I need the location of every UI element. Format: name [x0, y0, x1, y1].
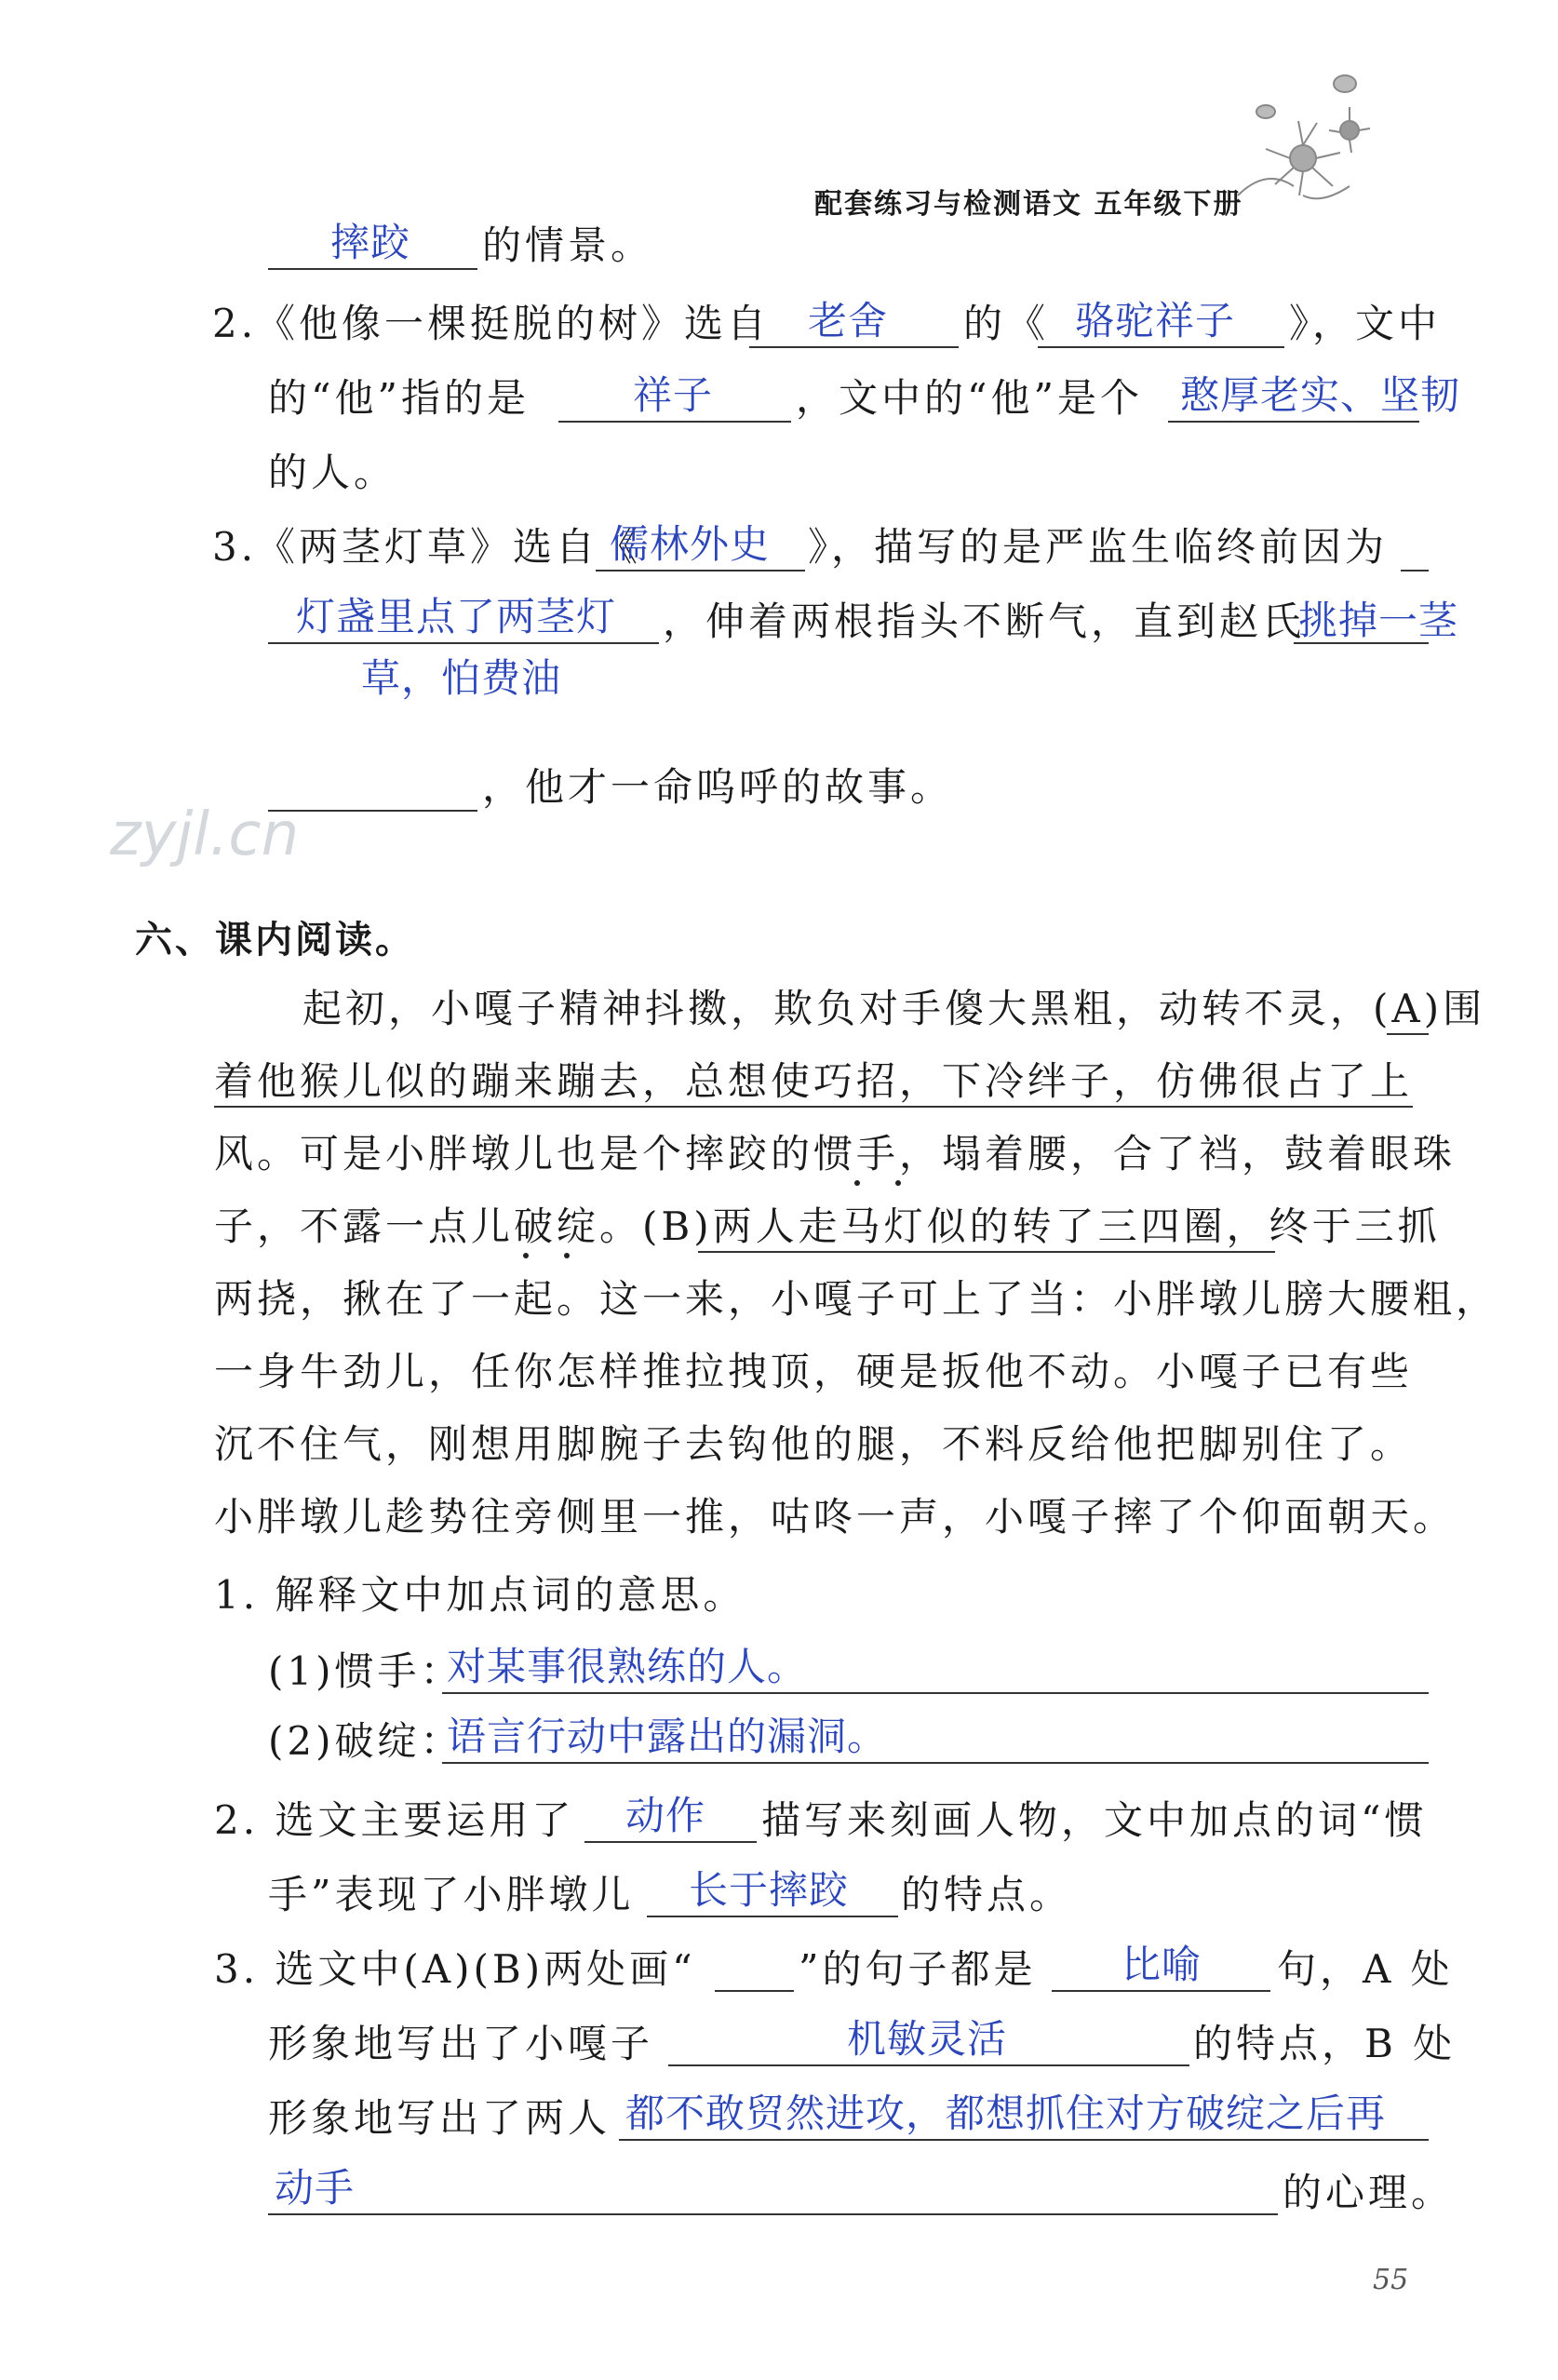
answer-action: 动作: [625, 1793, 706, 1838]
q3-number: 3.: [212, 524, 258, 570]
blank-line: [596, 570, 805, 571]
blank-line: [268, 810, 477, 812]
blank-line: [1168, 421, 1419, 423]
blank-line: [268, 2213, 1278, 2215]
passage-line: 两挠，揪在了一起。这一来，小嘎子可上了当：小胖墩儿膀大腰粗，: [214, 1276, 1499, 1322]
underline-a: [1387, 1033, 1429, 1035]
answer-agile: 机敏灵活: [847, 2016, 1008, 2062]
blank-line: [749, 346, 959, 348]
reading-q1-label-2: (2)破绽：: [268, 1718, 463, 1764]
page-number: 55: [1373, 2264, 1409, 2296]
answer-metaphor: 比喻: [1121, 1942, 1202, 1987]
answer-skilled-person: 对某事很熟练的人。: [447, 1644, 808, 1689]
reading-q3-text-6: 形象地写出了两人: [268, 2095, 611, 2141]
reading-q2-text-3: 手”表现了小胖墩儿: [268, 1872, 635, 1917]
blank-line: [1052, 1990, 1270, 1992]
answer-flaw: 语言行动中露出的漏洞。: [447, 1714, 888, 1759]
answer-xiangzi: 祥子: [633, 372, 714, 418]
section-heading-reading: 六、课内阅读。: [135, 919, 415, 961]
blank-line: [619, 2139, 1429, 2141]
answer-rulin: 儒林外史: [610, 521, 771, 567]
q2-text-1: 《他像一棵挺脱的树》选自: [256, 301, 771, 346]
passage-line: 着他猴儿似的蹦来蹦去，总想使巧招，下冷绊子，仿佛很占了上: [214, 1057, 1413, 1106]
emphasis-dot: [564, 1253, 570, 1258]
emphasis-dot: [854, 1180, 860, 1186]
reading-q2-text-1: 2. 选文主要运用了: [214, 1797, 575, 1843]
reading-q3-text-3: 句，A 处: [1277, 1946, 1454, 1992]
emphasis-dot: [523, 1253, 529, 1258]
q3-text-4: ，他才一命呜呼的故事。: [482, 764, 954, 810]
blank-line: [668, 2064, 1189, 2066]
header-title: 配套练习与检测语文 五年级下册: [814, 188, 1243, 221]
answer-camel-xiangzi: 骆驼祥子: [1075, 298, 1236, 343]
q3-text-3: ，伸着两根指头不断气，直到赵氏: [663, 598, 1306, 644]
passage-line: 小胖墩儿趁势往旁侧里一推，咕咚一声，小嘎子摔了个仰面朝天。: [214, 1494, 1457, 1540]
reading-q3-text-2: ”的句子都是: [799, 1946, 1037, 1992]
underline-b: [698, 1251, 1275, 1253]
blank-line: [1401, 570, 1429, 571]
answer-remove-one: 挑掉一茎: [1298, 598, 1459, 643]
reading-q2-text-2: 描写来刻画人物，文中加点的词“惯: [761, 1797, 1428, 1843]
blank-line: [268, 642, 659, 644]
blank-line: [584, 1841, 757, 1843]
reading-q3-text-5: 的特点，B 处: [1193, 2021, 1457, 2066]
q2-text-5: ，文中的“他”是个: [796, 375, 1143, 421]
blank-line: [647, 1916, 898, 1917]
reading-q2-text-4: 的特点。: [901, 1872, 1073, 1917]
q2-text-3: 》，文中: [1289, 301, 1442, 346]
answer-wrestling: 摔跤: [330, 220, 411, 265]
passage-line: 沉不住气，刚想用脚腕子去钩他的腿，不料反给他把脚别住了。: [214, 1421, 1414, 1467]
answer-save-oil: 草，怕费油: [361, 655, 562, 701]
reading-q3-text-4: 形象地写出了小嘎子: [268, 2021, 654, 2066]
reading-q3-text-7: 的心理。: [1283, 2170, 1455, 2215]
q2-number: 2.: [212, 301, 258, 346]
passage-line: 一身牛劲儿，任你怎样推拉拽顶，硬是扳他不动。小嘎子已有些: [214, 1349, 1414, 1394]
blank-line: [1294, 642, 1429, 644]
blank-line: [1038, 346, 1284, 348]
watermark: zyjl.cn: [110, 800, 300, 869]
blank-line: [558, 421, 791, 423]
q2-text-6: 的人。: [268, 450, 397, 495]
answer-good-at-wrestling: 长于摔跤: [689, 1867, 850, 1913]
answer-lamp-wick: 灯盏里点了两茎灯: [296, 594, 617, 639]
blank-line: [442, 1692, 1429, 1694]
q3-text-1: 《两茎灯草》选自《: [256, 524, 642, 570]
reading-q3-text-1: 3. 选文中(A)(B)两处画“: [214, 1946, 696, 1992]
blank-line: [715, 1990, 794, 1992]
answer-laoshe: 老舍: [808, 298, 889, 343]
reading-q1-stem: 1. 解释文中加点词的意思。: [214, 1572, 746, 1618]
blank-line: [442, 1762, 1429, 1764]
q1-tail-text: 的情景。: [482, 222, 654, 268]
emphasis-dot: [895, 1180, 901, 1186]
q2-text-4: 的“他”指的是: [268, 375, 530, 421]
passage-line: 子，不露一点儿破绽。(B)两人走马灯似的转了三四圈，终于三抓: [214, 1203, 1441, 1249]
passage-line: 起初，小嘎子精神抖擞，欺负对手傻大黑粗，动转不灵，(A)围: [302, 986, 1486, 1031]
answer-honest-tough: 憨厚老实、坚韧: [1180, 372, 1461, 418]
reading-q1-label-1: (1)惯手：: [268, 1648, 463, 1694]
q3-text-2: 》，描写的是严监生临终前因为: [808, 524, 1389, 570]
answer-cautious: 都不敢贸然进攻，都想抓住对方破绽之后再: [625, 2091, 1387, 2136]
blank-line: [268, 268, 477, 270]
answer-act: 动手: [275, 2165, 356, 2211]
passage-line: 风。可是小胖墩儿也是个摔跤的惯手，塌着腰，合了裆，鼓着眼珠: [214, 1131, 1457, 1177]
q2-text-2: 的《: [963, 301, 1050, 346]
